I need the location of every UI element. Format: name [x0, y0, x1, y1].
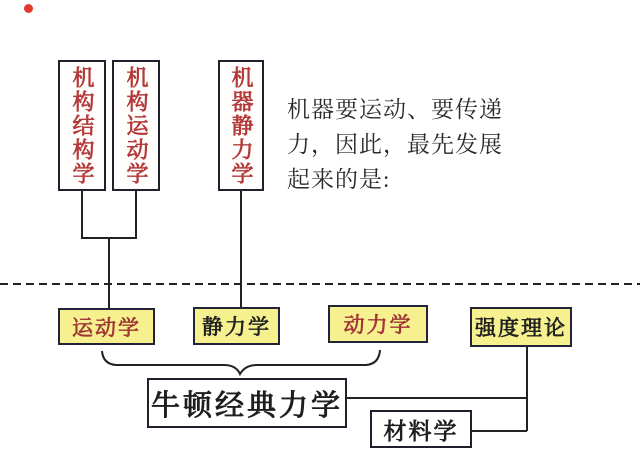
underbrace	[102, 350, 380, 374]
box-mechanism-kinematics	[112, 60, 160, 191]
box-dynamics-label: 动力学	[343, 313, 413, 337]
box-kinematics-label: 运动学	[72, 315, 141, 340]
box-statics	[193, 307, 280, 345]
bullet-dot-icon	[24, 4, 33, 13]
box-statics-label: 静力学	[202, 315, 271, 339]
box-mechanism-structure-label: 机构结构学	[70, 65, 95, 186]
box-mechanism-kinematics-label: 机构运动学	[124, 65, 149, 186]
box-machine-statics	[218, 60, 264, 191]
box-strength-theory-label: 强度理论	[475, 316, 567, 340]
note-line-1: 机器要运动、要传递	[287, 97, 503, 122]
box-newton-classical-mechanics	[147, 378, 347, 428]
note-line-2: 力，因此，最先发展	[287, 132, 503, 157]
box-strength-theory	[470, 307, 572, 347]
box-newton-label: 牛顿经典力学	[150, 389, 343, 422]
box-kinematics	[58, 308, 155, 345]
box-dynamics	[328, 305, 428, 343]
box-materials-science	[370, 410, 472, 448]
box-mechanism-structure	[58, 60, 106, 191]
note-line-3: 起来的是:	[287, 167, 391, 192]
note-text	[287, 92, 557, 197]
box-machine-statics-label: 机器静力学	[229, 65, 254, 186]
box-materials-label: 材料学	[383, 418, 459, 444]
